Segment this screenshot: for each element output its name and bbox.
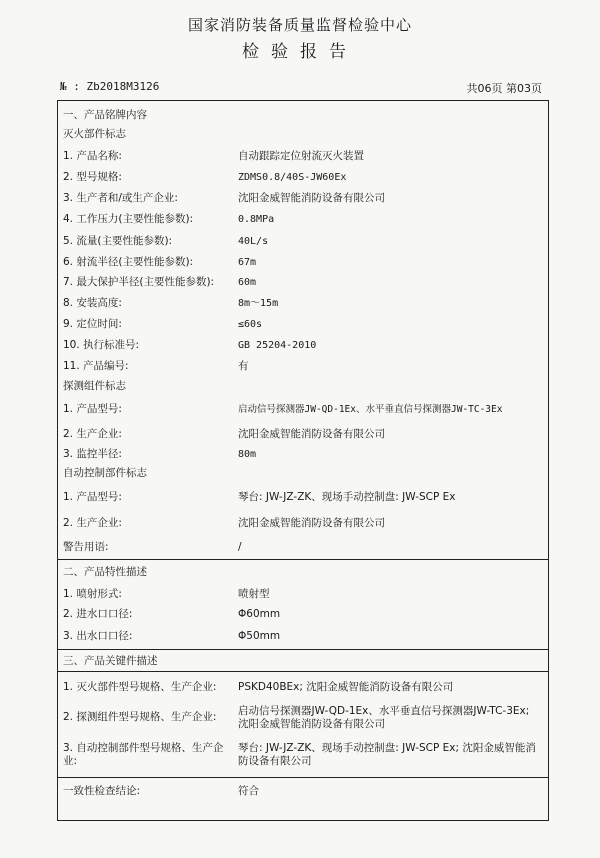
row-value: 符合 [238,785,259,797]
row-value: 67m [238,257,257,268]
row-label: 7. 最大保护半径(主要性能参数): [63,276,215,288]
row-label: 3. 监控半径: [63,448,122,460]
row-label: 4. 工作压力(主要性能参数): [63,213,194,225]
row-value: 琴台: JW-JZ-ZK、现场手动控制盘: JW-SCP Ex [238,491,456,503]
report-table [57,100,549,821]
row-value: / [238,541,242,553]
row-label: 10. 执行标准号: [63,339,140,351]
divider [58,649,548,650]
row-label: 1. 灭火部件型号规格、生产企业: [63,681,217,693]
row-value: 60m [238,277,257,288]
row-value: Φ60mm [238,608,281,620]
divider [58,671,548,672]
row-label: 3. 出水口口径: [63,630,133,642]
row-label: 1. 产品名称: [63,150,122,162]
row-value: 喷射型 [238,588,270,600]
row-value: 启动信号探测器JW-QD-1Ex、水平垂直信号探测器JW-TC-3Ex [238,404,503,415]
report-number: № : Zb2018M3126 [60,80,160,93]
row-label: 2. 型号规格: [63,171,122,183]
row-label: 2. 探测组件型号规格、生产企业: [63,711,217,723]
page-info: 共06页 第03页 [466,82,542,95]
row-label: 2. 生产企业: [63,428,122,440]
row-value: GB 25204-2010 [238,340,317,351]
row-label: 2. 进水口口径: [63,608,133,620]
row-label: 1. 喷射形式: [63,588,122,600]
group-heading-detection: 探测组件标志 [63,380,126,392]
row-value: 启动信号探测器JW-QD-1Ex、水平垂直信号探测器JW-TC-3Ex; 沈阳金威智能消防设备有限公司 [238,705,530,730]
row-label: 9. 定位时间: [63,318,122,330]
row-value: 琴台: JW-JZ-ZK、现场手动控制盘: JW-SCP Ex; 沈阳金威智能消防设备有限公司 [238,742,536,767]
group-heading-extinguishing: 灭火部件标志 [63,128,126,140]
row-value: 沈阳金威智能消防设备有限公司 [238,517,385,529]
row-label: 警告用语: [63,541,109,553]
section-heading-nameplate: 一、产品铭牌内容 [63,109,147,121]
row-label: 3. 生产者和/或生产企业: [63,192,178,204]
row-value: PSKD40BEx; 沈阳金威智能消防设备有限公司 [238,681,454,693]
divider [58,777,548,778]
row-value: Φ50mm [238,630,281,642]
row-label: 6. 射流半径(主要性能参数): [63,256,194,268]
row-label: 一致性检查结论: [63,785,141,797]
row-label: 1. 产品型号: [63,403,122,415]
row-value: 40L/s [238,236,269,247]
row-label: 8. 安装高度: [63,297,122,309]
row-value: ZDMS0.8/40S-JW60Ex [238,172,347,183]
row-value: 80m [238,449,257,460]
divider [58,559,548,560]
row-value: 0.8MPa [238,214,275,225]
row-label: 5. 流量(主要性能参数): [63,235,173,247]
section-heading-key-components: 三、产品关键件描述 [63,655,158,667]
row-label: 3. 自动控制部件型号规格、生产企业: [63,742,224,767]
row-value: 沈阳金威智能消防设备有限公司 [238,192,385,204]
row-value: 8m～15m [238,298,279,309]
report-title: 检验报告 [242,42,358,62]
section-heading-characteristics: 二、产品特性描述 [63,566,147,578]
row-label: 1. 产品型号: [63,491,122,503]
row-label: 11. 产品编号: [63,360,129,372]
row-value: ≤60s [238,319,263,330]
row-value: 有 [238,360,249,372]
group-heading-control: 自动控制部件标志 [63,467,147,479]
row-label: 2. 生产企业: [63,517,122,529]
issuing-organization: 国家消防装备质量监督检验中心 [187,16,412,34]
row-value: 自动跟踪定位射流灭火装置 [238,150,364,162]
row-value: 沈阳金威智能消防设备有限公司 [238,428,385,440]
